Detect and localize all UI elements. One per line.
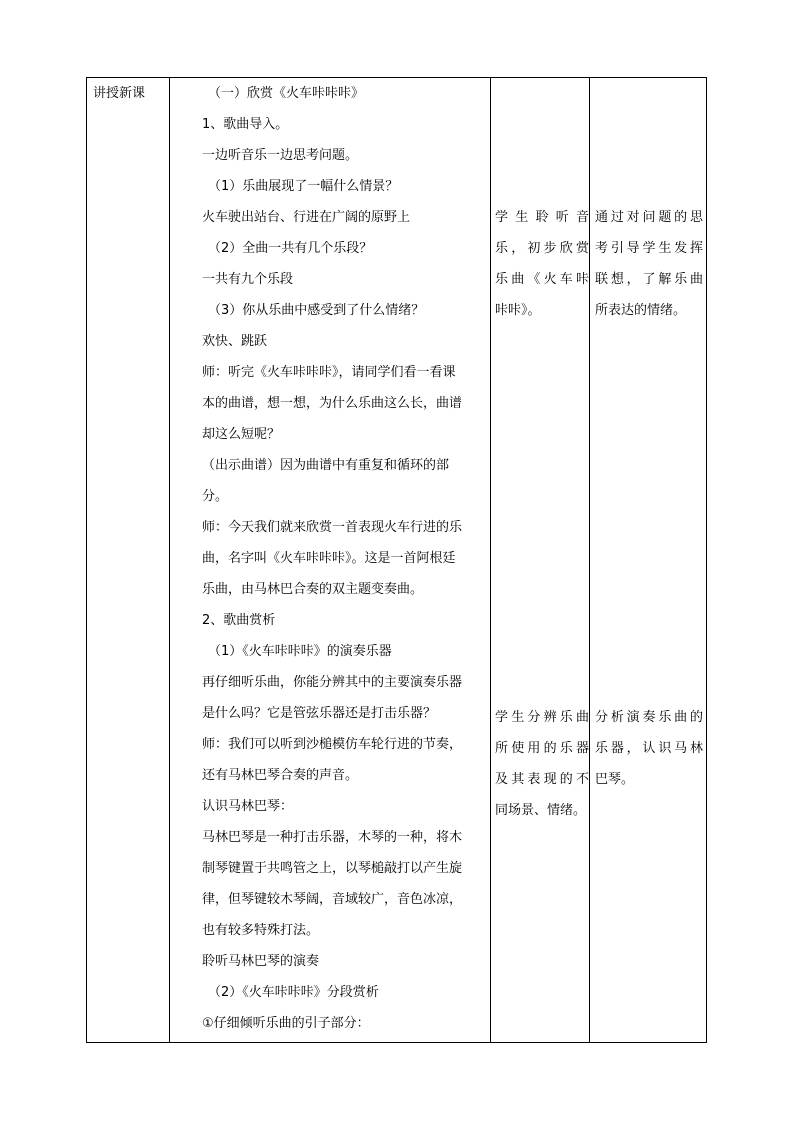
content-line: 也有较多特殊打法。 [202, 923, 320, 938]
content-line: 一边听音乐一边思考问题。 [202, 148, 359, 163]
content-line: 分。 [202, 489, 229, 504]
row-label: 讲授新课 [93, 86, 146, 101]
activity-line: 所使用的乐器 [495, 741, 589, 756]
activity-line: 学生分辨乐曲 [495, 710, 589, 725]
activity-line: 咔咔》。 [495, 303, 541, 318]
content-line: 乐曲，由马林巴合奏的双主题变奏曲。 [202, 582, 424, 597]
teaching-content [202, 78, 492, 1039]
content-line: 欢快、跳跃 [202, 334, 268, 349]
content-line: ①仔细倾听乐曲的引子部分： [202, 1016, 370, 1031]
content-line: 聆听马林巴琴的演奏 [202, 954, 320, 969]
activity-line: 学生聆听音 [495, 210, 589, 225]
content-line: 却这么短呢？ [202, 427, 281, 442]
content-line: 还有马林巴琴合奏的声音。 [202, 768, 359, 783]
content-line: （2）全曲一共有几个乐段？ [208, 241, 373, 256]
column-divider [589, 78, 590, 1042]
content-line: 本的曲谱，想一想，为什么乐曲这么长，曲谱 [202, 396, 463, 411]
content-line: 是什么吗？它是管弦乐器还是打击乐器？ [202, 706, 437, 721]
student-activity-1 [495, 202, 589, 326]
content-line: （1）乐曲展现了一幅什么情景？ [208, 179, 399, 194]
activity-line: 及其表现的不 [495, 772, 589, 787]
content-line: 再仔细听乐曲，你能分辨其中的主要演奏乐器 [202, 675, 463, 690]
design-intent-1 [595, 202, 703, 326]
content-line: 认识马林巴琴： [202, 799, 294, 814]
content-line: 师：今天我们就来欣赏一首表现火车行进的乐 [202, 520, 463, 535]
content-line: 2、歌曲赏析 [202, 613, 276, 628]
activity-line: 巴琴。 [595, 772, 635, 787]
activity-line: 通过对问题的思 [595, 210, 703, 225]
activity-line: 考引导学生发挥 [595, 241, 703, 256]
content-line: 曲，名字叫《火车咔咔咔》。这是一首阿根廷 [202, 551, 456, 566]
activity-line: 所表达的情绪。 [595, 303, 687, 318]
content-line: 火车驶出站台、行进在广阔的原野上 [202, 210, 411, 225]
content-line: （1）《火车咔咔咔》的演奏乐器 [208, 644, 392, 659]
content-line: 马林巴琴是一种打击乐器，木琴的一种，将木 [202, 830, 463, 845]
activity-line: 乐，初步欣赏 [495, 241, 589, 256]
content-line: （2）《火车咔咔咔》分段赏析 [208, 985, 379, 1000]
design-intent-2 [595, 702, 703, 795]
content-line: （一）欣赏《火车咔咔咔》 [208, 86, 365, 101]
activity-line: 乐曲《火车咔 [495, 272, 589, 287]
activity-line: 联想，了解乐曲 [595, 272, 703, 287]
content-line: 1、歌曲导入。 [202, 117, 289, 132]
lesson-table [86, 77, 707, 1043]
content-line: 制琴键置于共鸣管之上，以琴槌敲打以产生旋 [202, 861, 463, 876]
activity-line: 分析演奏乐曲的 [595, 710, 703, 725]
content-line: 律，但琴键较木琴阔，音域较广，音色冰凉， [202, 892, 463, 907]
student-activity-2 [495, 702, 589, 826]
activity-line: 乐器，认识马林 [595, 741, 703, 756]
content-line: 一共有九个乐段 [202, 272, 294, 287]
content-line: 师：听完《火车咔咔咔》，请同学们看一看课 [202, 365, 456, 380]
column-divider [169, 78, 170, 1042]
activity-line: 同场景、情绪。 [495, 803, 587, 818]
content-line: （3）你从乐曲中感受到了什么情绪？ [208, 303, 425, 318]
content-line: 师：我们可以听到沙槌模仿车轮行进的节奏， [202, 737, 463, 752]
content-line: （出示曲谱）因为曲谱中有重复和循环的部 [202, 458, 450, 473]
